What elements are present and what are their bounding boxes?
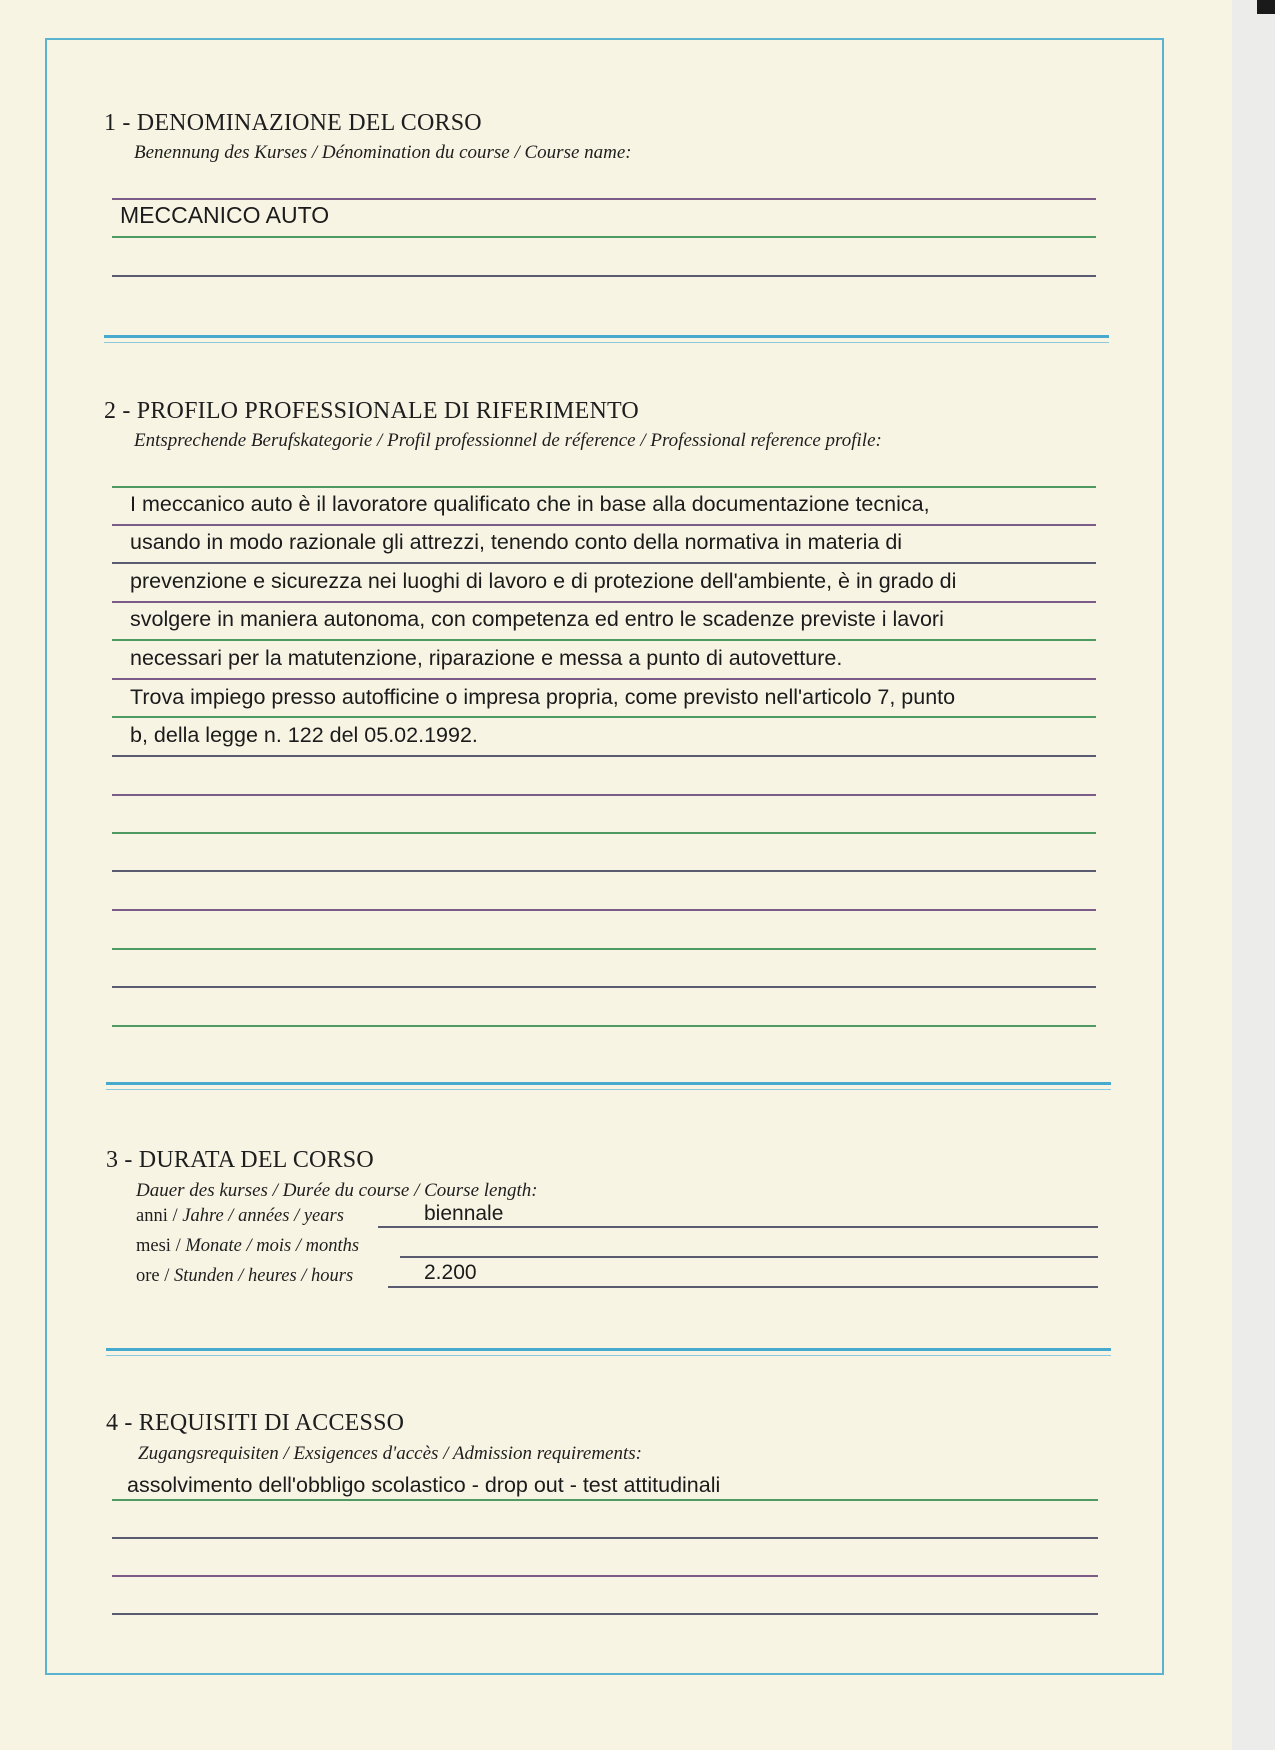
form-line <box>112 986 1096 988</box>
section-2-heading: 2 - PROFILO PROFESSIONALE DI RIFERIMENTO <box>104 398 639 424</box>
form-line <box>112 716 1096 718</box>
form-line <box>112 678 1096 680</box>
form-line <box>112 236 1096 238</box>
duration-hours-label: ore / Stunden / heures / hours <box>136 1266 354 1286</box>
profile-line: usando in modo razionale gli attrezzi, tenendo conto della normativa in materia di <box>130 530 903 554</box>
form-line <box>378 1226 1098 1228</box>
form-line <box>112 486 1096 488</box>
form-line <box>112 1499 1098 1501</box>
form-line <box>112 275 1096 277</box>
page-corner <box>1257 0 1275 14</box>
section-4-heading: 4 - REQUISITI DI ACCESSO <box>106 1410 405 1436</box>
form-line <box>400 1256 1098 1258</box>
section-3-heading: 3 - DURATA DEL CORSO <box>106 1147 374 1173</box>
profile-line: svolgere in maniera autonoma, con competenza ed entro le scadenze previste i lavori <box>130 607 944 631</box>
form-line <box>112 601 1096 603</box>
profile-line: prevenzione e sicurezza nei luoghi di lavoro e di protezione dell'ambiente, è in grado di <box>130 569 957 593</box>
section-3-subheading: Dauer des kurses / Durée du course / Course length: <box>136 1180 538 1201</box>
page-edge <box>1232 0 1275 1750</box>
profile-line: necessari per la matutenzione, riparazione e messa a punto di autovetture. <box>130 646 843 670</box>
form-line <box>112 639 1096 641</box>
form-line <box>112 909 1096 911</box>
section-divider <box>106 1082 1111 1085</box>
profile-line: b, della legge n. 122 del 05.02.1992. <box>130 723 478 747</box>
form-line <box>112 1613 1098 1615</box>
admission-requirements-value: assolvimento dell'obbligo scolastico - drop out - test attitudinali <box>127 1473 721 1497</box>
section-2-subheading: Entsprechende Berufskategorie / Profil professionnel de réference / Professional reference profile: <box>134 430 882 451</box>
profile-line: I meccanico auto è il lavoratore qualificato che in base alla documentazione tecnica, <box>130 492 930 516</box>
form-line <box>112 1575 1098 1577</box>
duration-years-label: anni / Jahre / années / years <box>136 1206 344 1226</box>
section-1-subheading: Benennung des Kurses / Dénomination du course / Course name: <box>134 142 632 163</box>
duration-years-value: biennale <box>424 1202 504 1225</box>
form-line <box>112 948 1096 950</box>
form-line <box>112 1025 1096 1027</box>
profile-line: Trova impiego presso autofficine o impresa propria, come previsto nell'articolo 7, punto <box>130 685 956 709</box>
form-line <box>112 198 1096 200</box>
form-line <box>112 524 1096 526</box>
form-line <box>112 832 1096 834</box>
section-4-subheading: Zugangsrequisiten / Exsigences d'accès / Admission requirements: <box>138 1443 642 1464</box>
form-line <box>112 870 1096 872</box>
section-1-heading: 1 - DENOMINAZIONE DEL CORSO <box>104 110 482 136</box>
section-divider <box>104 335 1109 338</box>
course-name-value: MECCANICO AUTO <box>120 202 330 228</box>
form-line <box>388 1286 1098 1288</box>
form-line <box>112 562 1096 564</box>
duration-hours-value: 2.200 <box>424 1261 477 1284</box>
duration-months-label: mesi / Monate / mois / months <box>136 1236 360 1256</box>
form-line <box>112 794 1096 796</box>
form-line <box>112 1537 1098 1539</box>
form-line <box>112 755 1096 757</box>
section-divider <box>106 1348 1111 1351</box>
